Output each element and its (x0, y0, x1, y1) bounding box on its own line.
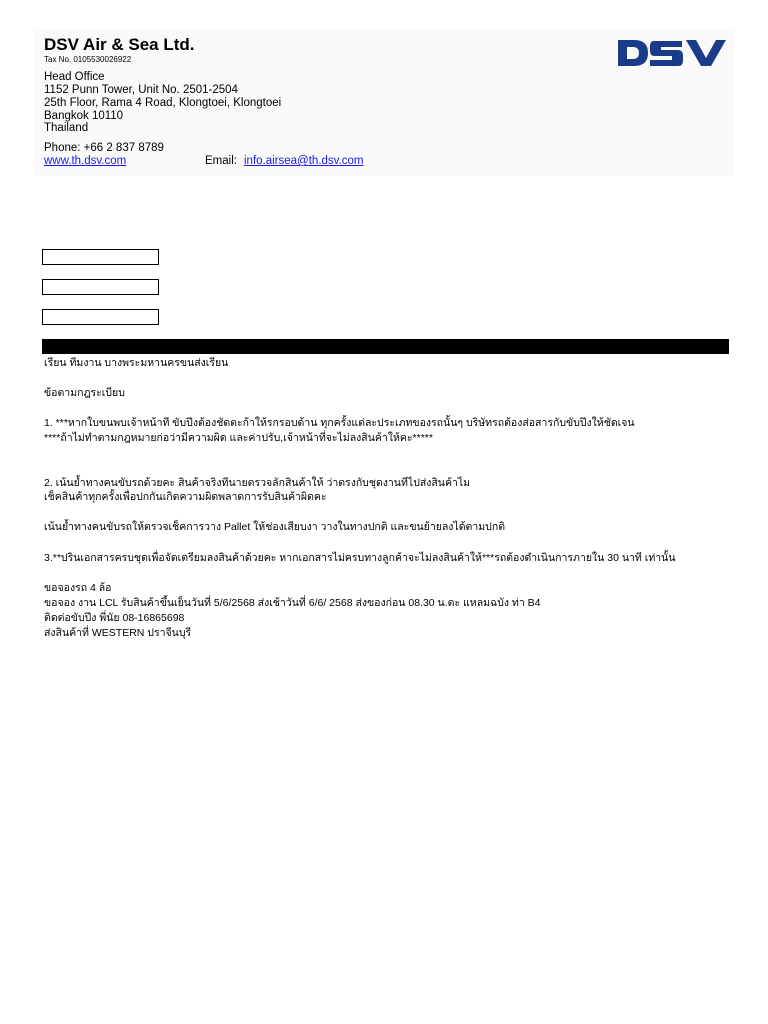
salutation: เรียน ทีมงาน บางพระมหานครขนส่งเรียน (44, 357, 229, 369)
website-link[interactable]: www.th.dsv.com (44, 155, 127, 167)
booking-line-3: ติดต่อขับปึง พี่นัย 08-16865698 (44, 612, 185, 624)
rule-2-line-1: 2. เน้นย้ำทางคนขับรถด้วยคะ สินค้าจริงทีนายตรวจลักสินค้าให้ ว่าตรงกับชุดงานทีไปส่งสินค้าไม (44, 477, 471, 489)
blank-field-1 (42, 249, 159, 265)
address-line-2: 1152 Punn Tower, Unit No. 2501-2504 (44, 84, 238, 96)
rules-heading: ข้อตามกฎระเบียบ (44, 387, 125, 399)
email-link[interactable]: info.airsea@th.dsv.com (244, 155, 364, 167)
rule-2-line-2: เช็คสินค้าทุกครั้งเพื่อปกกันเกิดความผิดพลาดการรับสินค้าผิดคะ (44, 491, 327, 503)
phone-number: Phone: +66 2 837 8789 (44, 142, 164, 154)
tax-number: Tax No. 0105530026922 (44, 55, 132, 64)
rule-3: 3.**ปรินเอกสารครบชุดเพื่อจัดเตรียมลงสินค้าด้วยคะ หากเอกสารไม่ครบทางลูกค้าจะไม่ลงสินค้าให้***รถต้องดำเนินการภายใน 30 นาที เท่านั้น (44, 552, 676, 564)
rule-1-line-1: 1. ***หากใบขนพบเจ้าหน้าที ขับปึงต้องชัดตะก้าให้รกรอบด้าน ทุกครั้งแต่ละประเภทของรถนั้นๆ บริษัทรถต้องส่อสารกับขับปึงให้ชัดเจน (44, 417, 635, 429)
booking-line-2: ขอจอง งาน LCL รับสินค้าขึ้นเย็นวันที่ 5/6/2568 ส่งเช้าวันที่ 6/6/ 2568 ส่งของก่อน 08.30 น.ตะ แหลมฉบัง ท่า B4 (44, 597, 541, 609)
blank-field-3 (42, 309, 159, 325)
address-line-3: 25th Floor, Rama 4 Road, Klongtoei, Klongtoei (44, 97, 282, 109)
company-name: DSV Air & Sea Ltd. (44, 35, 195, 54)
email-label: Email: (205, 155, 237, 167)
blank-field-2 (42, 279, 159, 295)
address-line-1: Head Office (44, 71, 105, 83)
section-divider-bar (42, 339, 729, 354)
address-line-4: Bangkok 10110 (44, 110, 124, 122)
booking-line-1: ขอจองรถ 4 ล้อ (44, 582, 112, 594)
dsv-logo (616, 38, 728, 68)
address-line-5: Thailand (44, 122, 89, 134)
booking-line-4: ส่งสินค้าที่ WESTERN ปราจีนบุรี (44, 627, 192, 639)
pallet-note: เน้นย้ำทางคนขับรถให้ตรวจเช็คการวาง Pallet ให้ช่องเสียบงา วางในทางปกติ และขนย้ายลงได้ตามปกติ (44, 521, 506, 533)
rule-1-line-2: ****ถ้าไม่ทำตามกฎหมายก่อว่ามีความผิด และค่าปรับ,เจ้าหน้าที่จะไม่ลงสินค้าให้คะ***** (44, 432, 433, 444)
